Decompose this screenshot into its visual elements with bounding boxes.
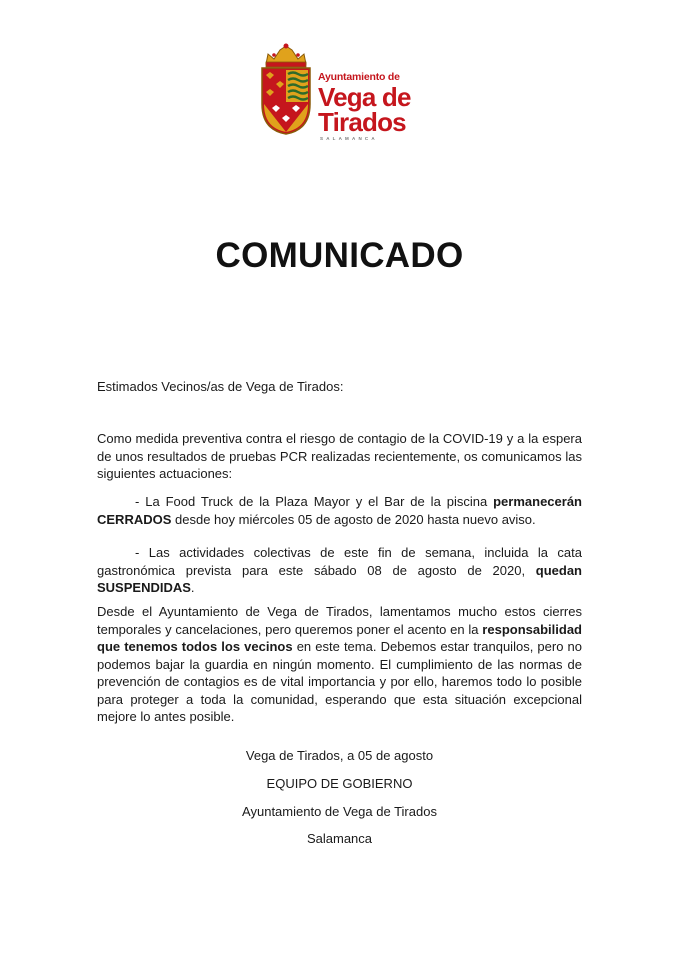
signature-province: Salamanca	[306, 831, 373, 846]
document-title: COMUNICADO	[215, 236, 464, 275]
paragraph-text: Desde el Ayuntamiento de Vega de Tirados, lamentamos mucho estos cierres temporales y cancelaciones, pero queremos poner el acento en la	[97, 604, 582, 637]
bullet-1-bold: permanecerán CERRADOS	[97, 494, 582, 527]
signature-team: EQUIPO DE GOBIERNO	[266, 776, 413, 791]
closing-paragraph	[97, 603, 582, 726]
intro-paragraph: Como medida preventiva contra el riesgo de contagio de la COVID-19 y a la espera de unos resultados de pruebas PCR realizadas recientemente, os comunicamos las siguientes actuaciones:	[97, 431, 582, 481]
logo-line-1: Ayuntamiento de	[318, 71, 400, 83]
signature-council: Ayuntamiento de Vega de Tirados	[242, 804, 437, 819]
council-logo	[258, 42, 418, 141]
signature-place-date: Vega de Tirados, a 05 de agosto	[245, 748, 434, 763]
bullet-2-text: - Las actividades colectivas de este fin de semana, incluida la cata gastronómica prevista para este sábado 08 de agosto de 2020,	[97, 545, 582, 578]
bullet-1-tail: desde hoy miércoles 05 de agosto de 2020 hasta nuevo aviso.	[171, 511, 536, 527]
paragraph-tail: en este tema. Debemos estar tranquilos, pero no podemos bajar la guardia en ningún momento. El cumplimiento de las normas de prevención de contagios es de vital importancia y por ello, haremos todo lo posible para proteger a toda la comunidad, esperando que esta situación excepcional mejore lo antes posible.	[97, 639, 582, 724]
bullet-2-tail: .	[190, 580, 195, 595]
bullet-item-suspensions	[97, 544, 582, 597]
bullet-2-bold: quedan SUSPENDIDAS	[97, 562, 582, 595]
logo-line-3: Tirados	[318, 106, 406, 137]
crest-icon	[258, 42, 314, 138]
bullet-1-text: - La Food Truck de la Plaza Mayor y el Bar de la piscina	[135, 494, 494, 509]
greeting: Estimados Vecinos/as de Vega de Tirados:	[97, 379, 344, 394]
paragraph-bold: responsabilidad que tenemos todos los vecinos	[97, 621, 582, 654]
logo-line-4: SALAMANCA	[320, 135, 378, 141]
logo-wordmark	[318, 72, 411, 141]
logo-line-2: Vega de	[318, 81, 411, 112]
bullet-item-closures	[97, 493, 582, 528]
